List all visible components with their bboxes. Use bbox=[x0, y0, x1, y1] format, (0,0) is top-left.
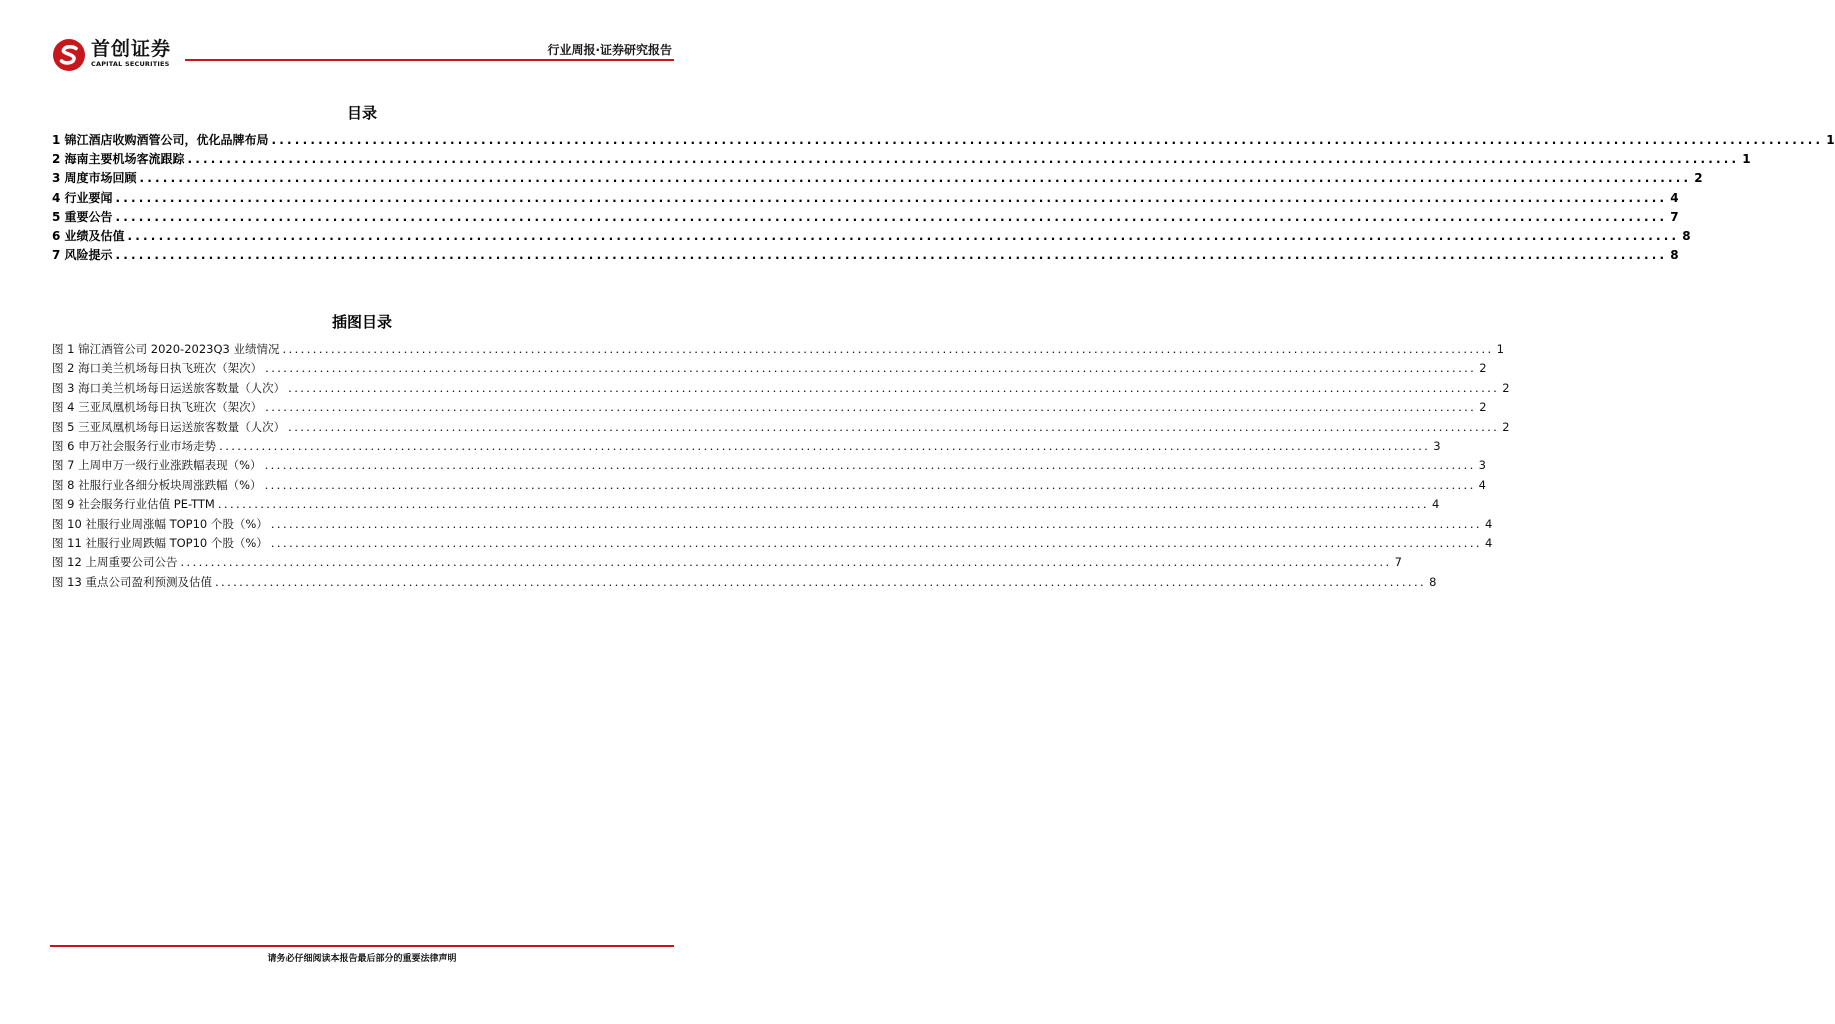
toc-entry[interactable] bbox=[52, 131, 1835, 150]
leader-dots: ........................................................................................................................................................................................................ bbox=[270, 535, 1482, 550]
leader-dots: ........................................................................................................................................................................................................ bbox=[219, 438, 1431, 453]
leader-dots: ........................................................................................................................................................................................................ bbox=[187, 152, 1740, 167]
toc-list bbox=[52, 131, 1835, 265]
figure-entry-label: 图 5 三亚凤凰机场每日运送旅客数量（人次） bbox=[52, 419, 286, 434]
toc-entry[interactable] bbox=[52, 208, 1679, 227]
figure-entry[interactable] bbox=[52, 534, 1493, 553]
figure-entry[interactable] bbox=[52, 553, 1402, 572]
leader-dots: ........................................................................................................................................................................................................ bbox=[288, 380, 1500, 395]
leader-dots: ........................................................................................................................................................................................................ bbox=[271, 133, 1824, 147]
figure-entry[interactable] bbox=[52, 456, 1486, 475]
figure-entry[interactable] bbox=[52, 495, 1440, 514]
leader-dots: ........................................................................................................................................................................................................ bbox=[180, 555, 1392, 570]
logo-mark-icon bbox=[52, 38, 86, 72]
figure-entry-page-number: 2 bbox=[1502, 380, 1510, 395]
report-type-label: 行业周报·证券研究报告 bbox=[547, 43, 672, 57]
figure-entry[interactable] bbox=[52, 398, 1487, 417]
figure-entry-label: 图 9 社会服务行业估值 PE-TTM bbox=[52, 497, 215, 512]
figure-entry-page-number: 7 bbox=[1394, 555, 1402, 570]
figure-entry-page-number: 2 bbox=[1479, 400, 1487, 415]
toc-entry-page-number: 8 bbox=[1682, 228, 1691, 243]
figure-entry-label: 图 12 上周重要公司公告 bbox=[52, 555, 178, 570]
toc-entry-page-number: 4 bbox=[1670, 190, 1679, 205]
leader-dots: ........................................................................................................................................................................................................ bbox=[288, 419, 1500, 434]
toc-entry-label: 7 风险提示 bbox=[52, 248, 113, 263]
toc-entry-label: 5 重要公告 bbox=[52, 209, 113, 224]
leader-dots: ........................................................................................................................................................................................................ bbox=[115, 190, 1668, 205]
header-divider bbox=[185, 59, 674, 61]
figure-entry-page-number: 3 bbox=[1433, 438, 1441, 453]
figure-entry[interactable] bbox=[52, 573, 1437, 592]
figure-entry[interactable] bbox=[52, 359, 1487, 378]
leader-dots: ........................................................................................................................................................................................................ bbox=[217, 497, 1429, 512]
figure-entry-label: 图 3 海口美兰机场每日运送旅客数量（人次） bbox=[52, 380, 286, 395]
figure-entry-page-number: 1 bbox=[1496, 342, 1504, 356]
toc-entry-label: 6 业绩及估值 bbox=[52, 228, 125, 243]
figure-entry-label: 图 7 上周申万一级行业涨跌幅表现（%） bbox=[52, 458, 262, 473]
figure-entry-label: 图 10 社服行业周涨幅 TOP10 个股（%） bbox=[52, 516, 268, 531]
leader-dots: ........................................................................................................................................................................................................ bbox=[115, 248, 1668, 263]
figure-entry[interactable] bbox=[52, 340, 1504, 359]
figure-entry-label: 图 8 社服行业各细分板块周涨跌幅（%） bbox=[52, 477, 262, 492]
leader-dots: ........................................................................................................................................................................................................ bbox=[139, 171, 1692, 186]
toc-entry[interactable] bbox=[52, 150, 1751, 169]
figure-entry[interactable] bbox=[52, 515, 1493, 534]
footer-divider bbox=[50, 945, 674, 947]
figure-entry-label: 图 13 重点公司盈利预测及估值 bbox=[52, 574, 212, 589]
leader-dots: ........................................................................................................................................................................................................ bbox=[115, 209, 1668, 224]
figure-list-title: 插图目录 bbox=[331, 313, 392, 331]
figure-entry[interactable] bbox=[52, 379, 1510, 398]
toc-entry-label: 4 行业要闻 bbox=[52, 190, 113, 205]
leader-dots: ........................................................................................................................................................................................................ bbox=[264, 458, 1476, 473]
toc-entry-label: 2 海南主要机场客流跟踪 bbox=[52, 152, 185, 167]
figure-entry-page-number: 2 bbox=[1479, 361, 1487, 376]
toc-entry-label: 3 周度市场回顾 bbox=[52, 171, 137, 186]
toc-entry-page-number: 2 bbox=[1694, 171, 1703, 186]
logo-chinese-name: 首创证券 bbox=[91, 38, 172, 60]
figure-list bbox=[52, 340, 1510, 592]
toc-entry[interactable] bbox=[52, 189, 1679, 208]
figure-entry-label: 图 11 社服行业周跌幅 TOP10 个股（%） bbox=[52, 535, 268, 550]
toc-entry[interactable] bbox=[52, 227, 1691, 246]
company-logo bbox=[52, 38, 192, 72]
toc-entry-label: 1 锦江酒店收购酒管公司，优化品牌布局 bbox=[52, 133, 269, 147]
figure-entry-label: 图 1 锦江酒管公司 2020-2023Q3 业绩情况 bbox=[52, 342, 280, 356]
figure-entry-label: 图 6 申万社会服务行业市场走势 bbox=[52, 438, 217, 453]
toc-title: 目录 bbox=[346, 104, 377, 122]
figure-entry-label: 图 2 海口美兰机场每日执飞班次（架次） bbox=[52, 361, 263, 376]
toc-entry[interactable] bbox=[52, 246, 1679, 265]
leader-dots: ........................................................................................................................................................................................................ bbox=[127, 228, 1680, 243]
figure-entry-page-number: 4 bbox=[1484, 516, 1493, 531]
figure-entry-page-number: 3 bbox=[1478, 458, 1486, 473]
figure-entry[interactable] bbox=[52, 437, 1441, 456]
figure-entry-label: 图 4 三亚凤凰机场每日执飞班次（架次） bbox=[52, 400, 263, 415]
figure-entry-page-number: 4 bbox=[1484, 535, 1493, 550]
toc-entry-page-number: 7 bbox=[1670, 209, 1679, 224]
toc-entry-page-number: 1 bbox=[1742, 152, 1751, 167]
figure-entry-page-number: 4 bbox=[1431, 497, 1440, 512]
figure-entry-page-number: 2 bbox=[1502, 419, 1510, 434]
leader-dots: ........................................................................................................................................................................................................ bbox=[264, 477, 1476, 492]
leader-dots: ........................................................................................................................................................................................................ bbox=[265, 400, 1477, 415]
leader-dots: ........................................................................................................................................................................................................ bbox=[270, 516, 1482, 531]
figure-entry-page-number: 8 bbox=[1429, 574, 1437, 589]
leader-dots: ........................................................................................................................................................................................................ bbox=[214, 574, 1427, 589]
toc-entry-page-number: 1 bbox=[1826, 133, 1835, 147]
toc-entry-page-number: 8 bbox=[1670, 248, 1679, 263]
leader-dots: ........................................................................................................................................................................................................ bbox=[265, 361, 1477, 376]
figure-entry[interactable] bbox=[52, 476, 1486, 495]
logo-english-name: CAPITAL SECURITIES bbox=[91, 60, 170, 68]
toc-entry[interactable] bbox=[52, 169, 1703, 188]
leader-dots: ........................................................................................................................................................................................................ bbox=[282, 342, 1494, 356]
figure-entry-page-number: 4 bbox=[1478, 477, 1486, 492]
figure-entry[interactable] bbox=[52, 418, 1510, 437]
legal-disclaimer: 请务必仔细阅读本报告最后部分的重要法律声明 bbox=[267, 954, 457, 964]
